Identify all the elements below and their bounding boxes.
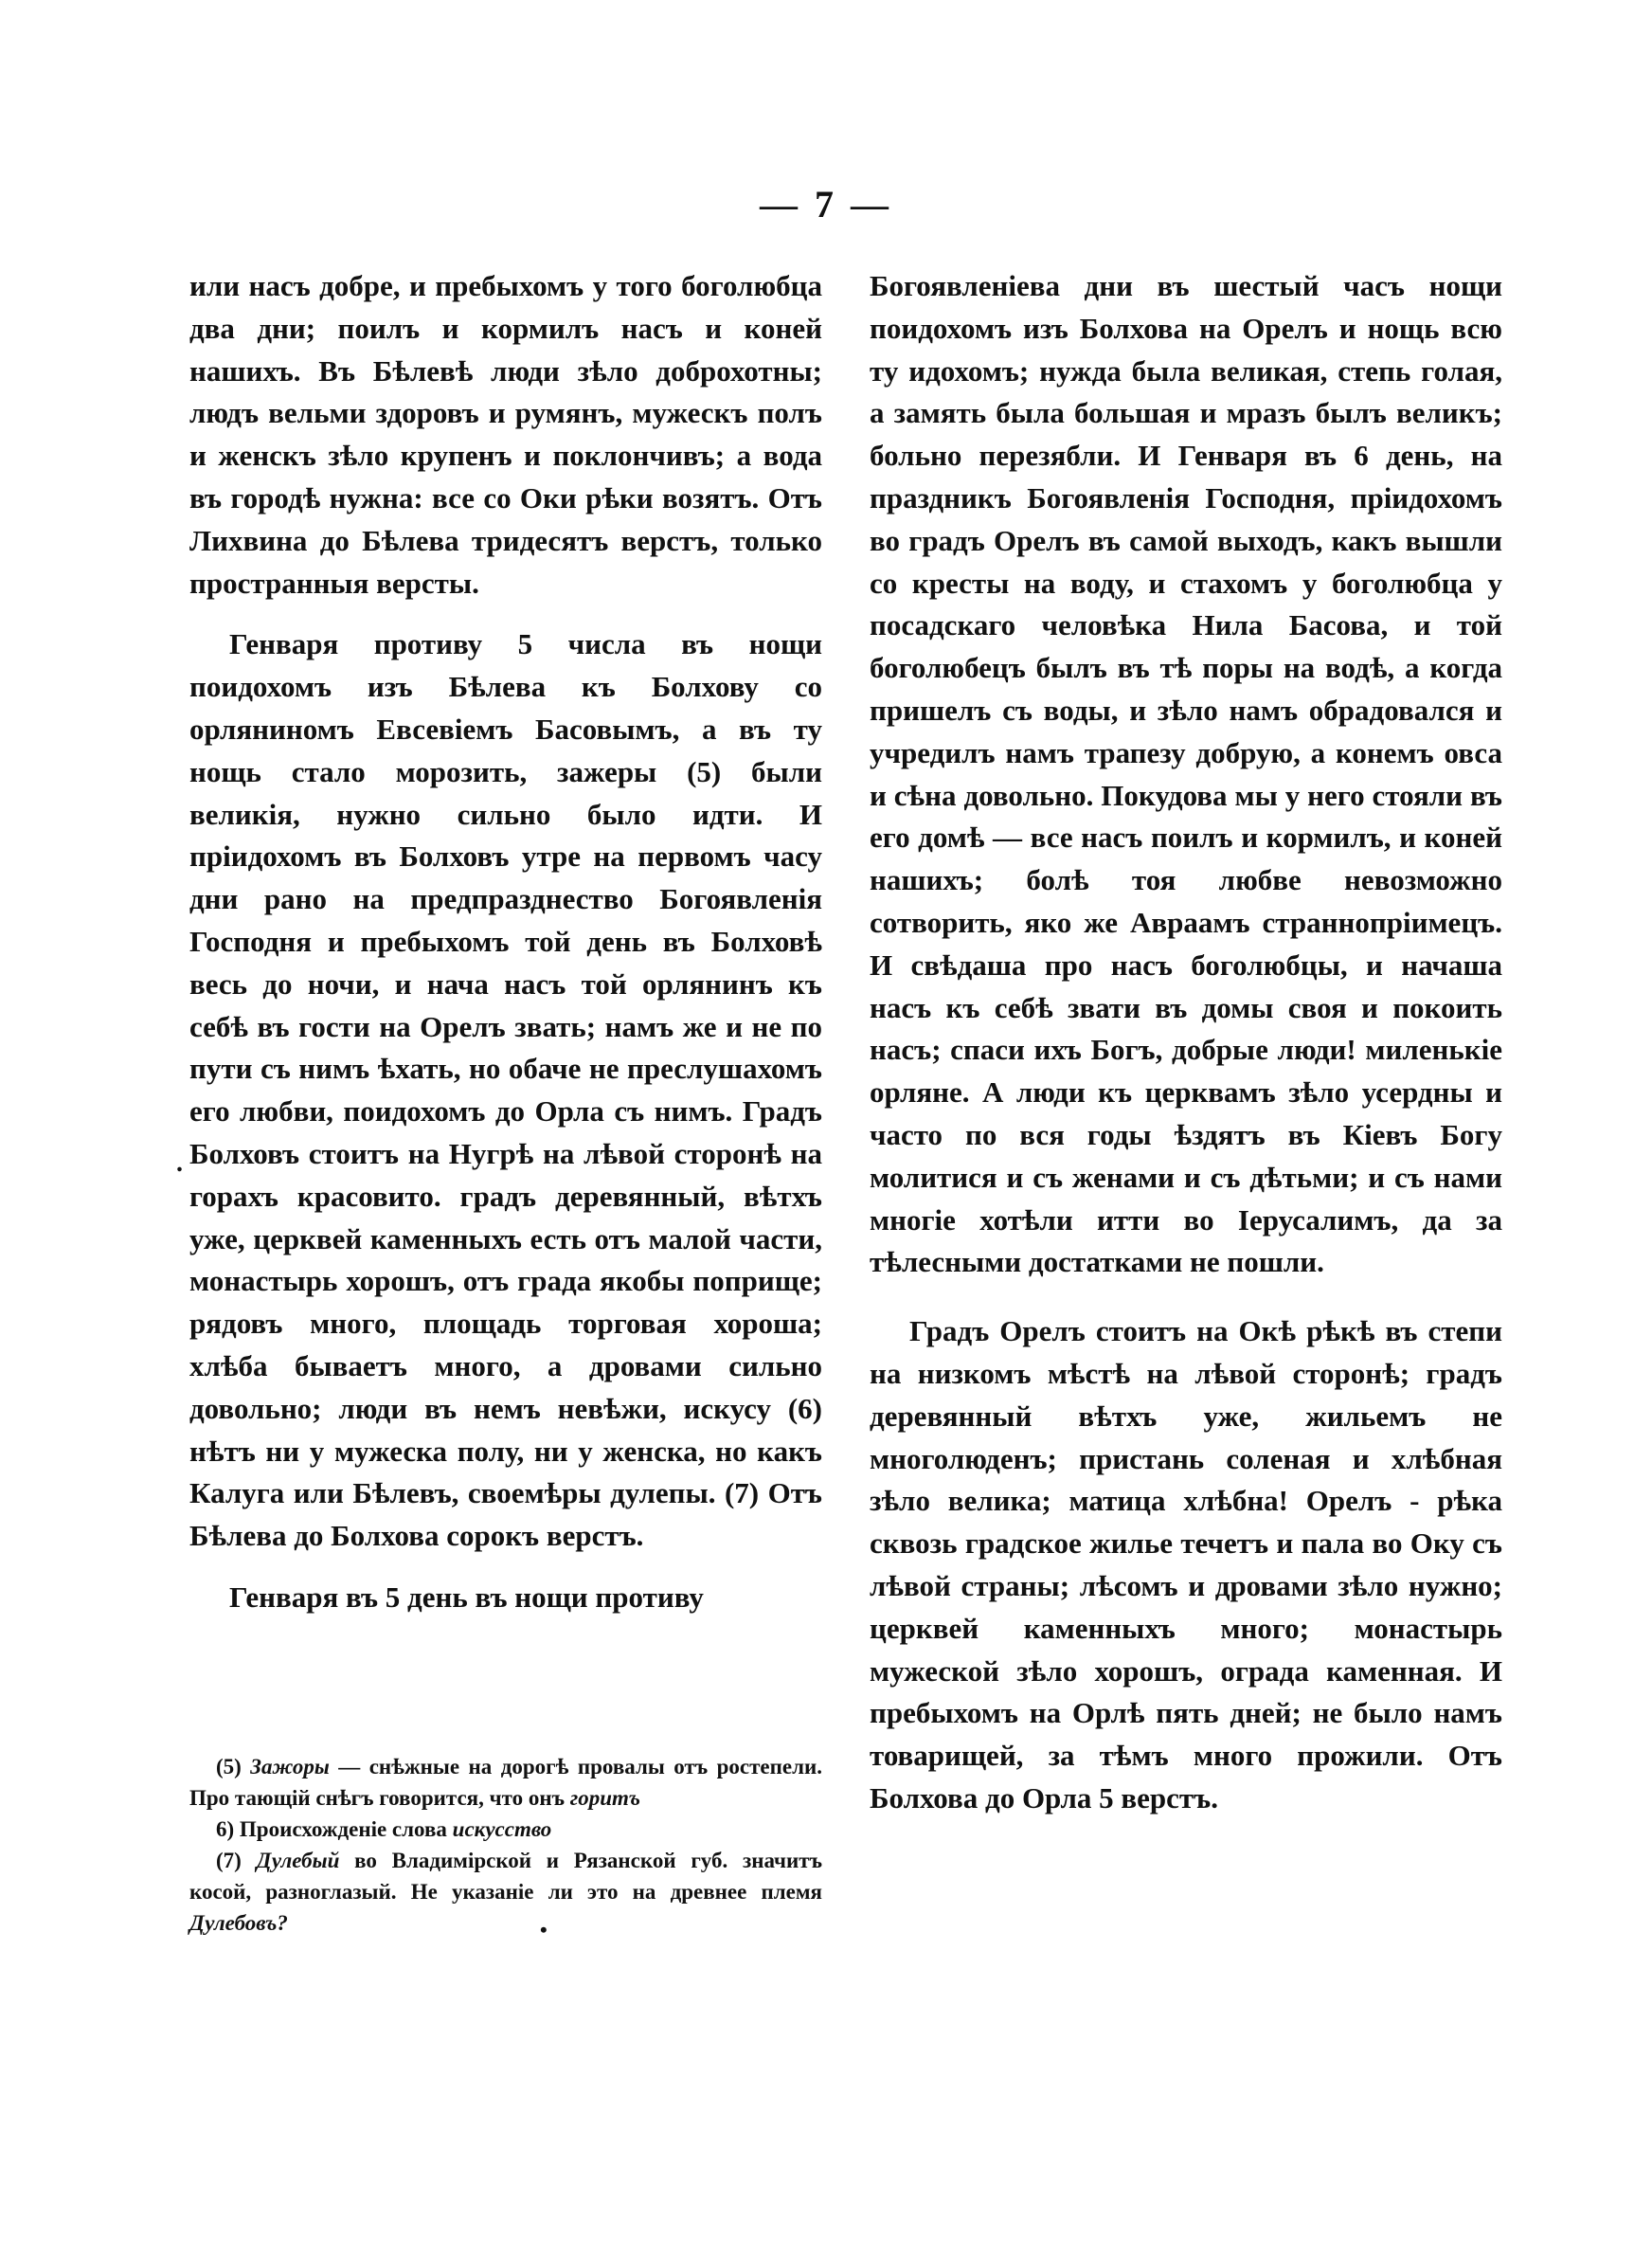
footnote-6-term: искусство [452,1817,552,1841]
margin-mark: . [176,1148,183,1178]
footnote-5-term: Зажоры [250,1755,330,1779]
left-paragraph-1: или насъ добре, и пребыхомъ у того боголюбца два дни; поилъ и кормилъ насъ и коней нашихъ. Въ Бѣлевѣ люди зѣло доброхотны; людъ вельми здоровъ и румянъ, мужескъ полъ и женскъ зѣло крупенъ и поклончивъ; а вода въ городѣ нужна: все со Оки рѣки возятъ. Отъ Лихвина до Бѣлева тридесятъ верстъ, только пространныя версты. [189,269,822,600]
page-number: — 7 — [760,183,892,226]
footnote-7-term: Дулебый [256,1849,340,1872]
footnote-7-text: во Владимірской и Рязанской губ. значитъ косой, разноглазый. Не указаніе ли это на древнее племя [189,1849,822,1904]
bottom-mark: • [540,1918,548,1941]
footnote-5-term2: горитъ [569,1786,641,1810]
footnote-7-number: (7) [216,1849,242,1872]
right-paragraph-1: Богоявленіева дни въ шестый часъ нощи поидохомъ изъ Болхова на Орелъ и нощь всю ту идохомъ; нужда была великая, степь голая, а замять была большая и мразъ былъ великъ; больно перезябли. И Генваря въ 6 день, на праздникъ Богоявленія Господня, пріидохомъ во градъ Орелъ въ самой выходъ, какъ вышли со кресты на воду, и стахомъ у боголюбца у посадскаго человѣка Нила Басова, и той боголюбецъ былъ въ тѣ поры на водѣ, а когда пришелъ съ воды, и зѣло намъ обрадовался и учредилъ намъ трапезу добрую, а конемъ овса и сѣна довольно. Покудова мы у него стояли въ его домѣ — все насъ поилъ и кормилъ, и коней нашихъ; болѣ тоя любве невозможно сотворить, яко же Авраамъ страннопріимецъ. И свѣдаша про насъ боголюбцы, и начаша насъ къ себѣ звати въ домы своя и покоить насъ; спаси ихъ Богъ, добрые люди! миленькіе орляне. А люди къ церквамъ зѣло усердны и часто по вся годы ѣздятъ въ Кіевъ Богу молитися и съ женами и съ дѣтьми; и съ нами многіе хотѣли итти во Іерусалимъ, да за тѣлесными достатками не пошли. [870,269,1502,1279]
footnote-6-number: 6) [216,1817,235,1841]
footnote-5-number: (5) [216,1755,242,1779]
footnote-6 [189,1814,822,1845]
right-paragraph-2: Градъ Орелъ стоитъ на Окѣ рѣкѣ въ степи на низкомъ мѣстѣ на лѣвой сторонѣ; градъ деревянный вѣтхъ уже, жильемъ не многолюденъ; пристань соленая и хлѣбная зѣло велика; матица хлѣбна! Орелъ - рѣка сквозь градское жилье течетъ и пала во Оку съ лѣвой страны; лѣсомъ и дровами зѣло нужно; церквей каменныхъ много; монастырь мужеской зѣло хорошъ, ограда каменная. И пребыхомъ на Орлѣ пять дней; не было намъ товарищей, за тѣмъ много прожили. Отъ Болхова до Орла 5 верстъ. [870,1314,1502,1815]
footnotes [189,1751,822,1939]
footnote-7 [189,1845,822,1939]
footnote-6-text: Происхожденіе слова [234,1817,453,1841]
left-column [189,265,822,1619]
right-column [870,265,1502,1820]
left-paragraph-2: Генваря противу 5 числа въ нощи поидохомъ изъ Бѣлева къ Болхову со орляниномъ Евсевіемъ Басовымъ, а въ ту нощь стало морозить, зажеры (5) были великія, нужно сильно было идти. И пріидохомъ въ Болховъ утре на первомъ часу дни рано на предпразднество Богоявленія Господня и пребыхомъ той день въ Болховѣ весь до ночи, и нача насъ той орлянинъ къ себѣ въ гости на Орелъ звать; намъ же и не по пути съ нимъ ѣхать, но обаче не преслушахомъ его любви, поидохомъ до Орла съ нимъ. Градъ Болховъ стоитъ на Нугрѣ на лѣвой сторонѣ на горахъ красовито. градъ деревянный, вѣтхъ уже, церквей каменныхъ есть отъ малой части, монастырь хорошъ, отъ града якобы поприще; рядовъ много, площадь торговая хороша; хлѣба бываетъ много, а дровами сильно довольно; люди въ немъ невѣжи, искусу (6) нѣтъ ни у мужеска полу, ни у женска, но какъ Калуга или Бѣлевъ, своемѣры дулепы. (7) Отъ Бѣлева до Болхова сорокъ верстъ. [189,627,822,1553]
footnote-5 [189,1751,822,1814]
footnote-5-text: — снѣжные на дорогѣ провалы отъ ростепели. Про тающій снѣгъ говорится, что онъ [189,1755,823,1810]
left-paragraph-3: Генваря въ 5 день въ нощи противу [229,1580,704,1614]
footnote-7-term2: Дулебовъ? [189,1911,288,1935]
